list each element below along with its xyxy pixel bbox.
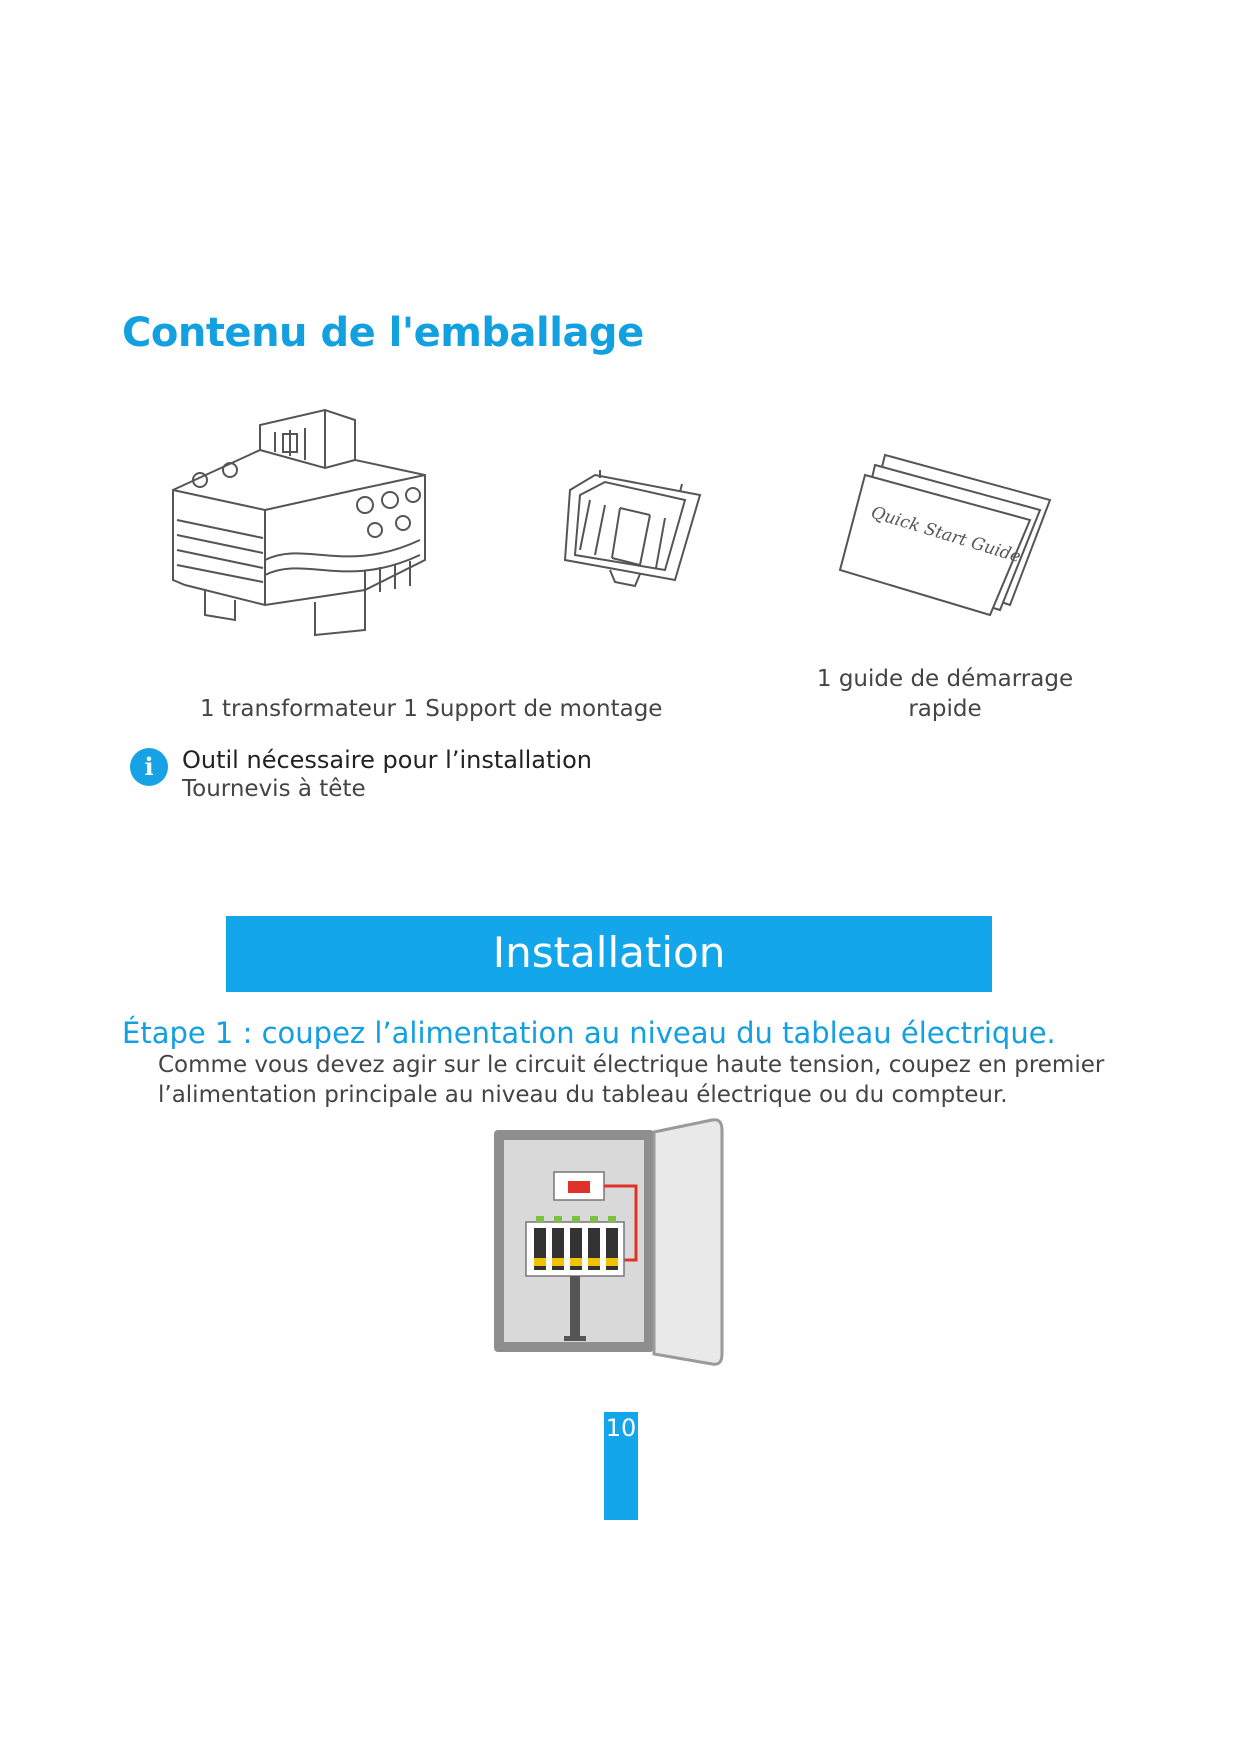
step-text-line: l’alimentation principale au niveau du tableau électrique ou du compteur. bbox=[158, 1082, 1008, 1108]
page-number-tab bbox=[604, 1412, 638, 1520]
guide-cover-text: Quick Start Guide bbox=[868, 502, 1024, 568]
installation-banner bbox=[226, 916, 992, 992]
step-text-line: Comme vous devez agir sur le circuit électrique haute tension, coupez en premier bbox=[158, 1052, 1105, 1078]
transformer-icon bbox=[165, 410, 435, 660]
banner-title: Installation bbox=[492, 928, 726, 977]
package-caption-transformer-bracket: 1 transformateur 1 Support de montage bbox=[200, 696, 663, 722]
section-title: Contenu de l'emballage bbox=[122, 310, 644, 356]
electrical-panel-icon bbox=[490, 1118, 726, 1374]
quick-start-guide-icon bbox=[840, 455, 1050, 615]
step-title: Étape 1 : coupez l’alimentation au niveau du tableau électrique. bbox=[122, 1016, 1056, 1050]
package-caption-quick-start-guide: 1 guide de démarrage rapide bbox=[816, 666, 1074, 722]
page-number: 10 bbox=[605, 1414, 637, 1442]
info-text: Tournevis à tête bbox=[182, 776, 366, 802]
mounting-bracket-icon bbox=[560, 470, 700, 590]
info-title: Outil nécessaire pour l’installation bbox=[182, 746, 592, 774]
info-icon: i bbox=[130, 748, 168, 786]
